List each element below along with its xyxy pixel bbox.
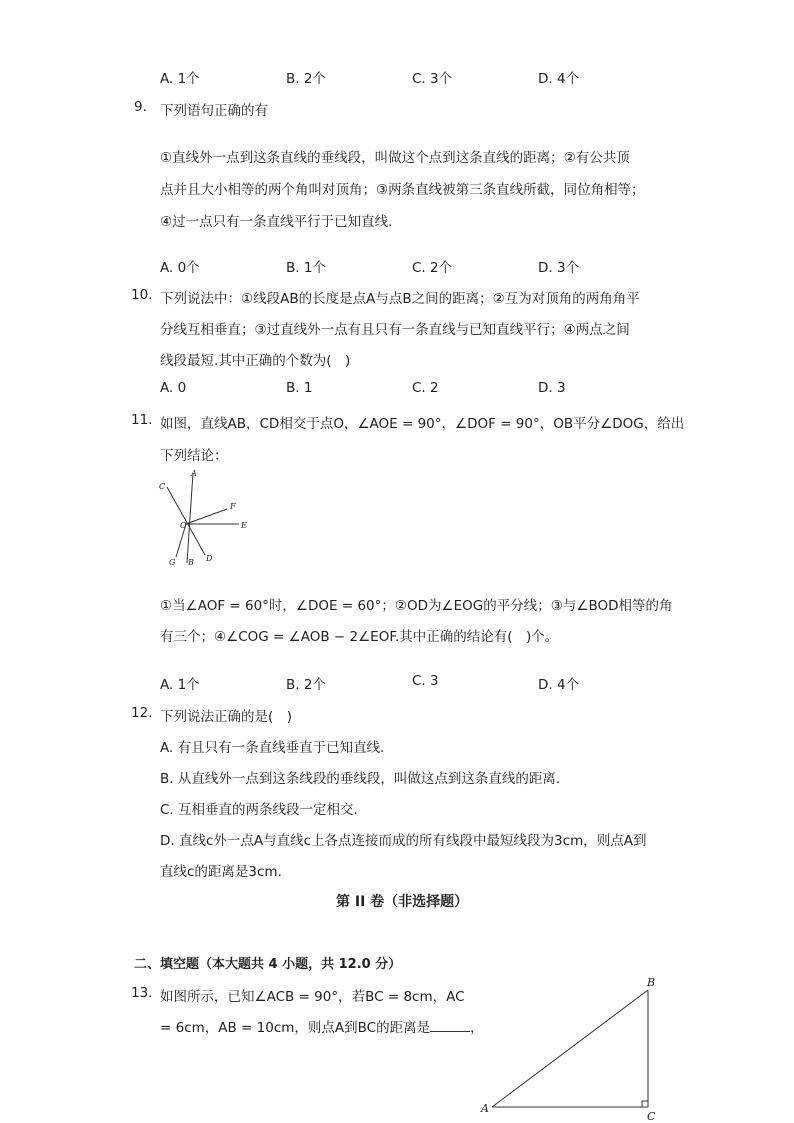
q9-option-d: D. 3个 xyxy=(538,260,580,276)
q10-option-a: A. 0 xyxy=(160,380,187,396)
label-c: C xyxy=(159,482,166,491)
q12-option-b: B. 从直线外一点到这条线段的垂线段，叫做这点到这条直线的距离． xyxy=(160,771,570,787)
q11-option-c: C. 3 xyxy=(412,673,439,689)
q9-number: 9. xyxy=(134,99,147,115)
q8-option-c: C. 3个 xyxy=(412,71,453,87)
line-ab xyxy=(187,473,193,563)
q9-option-a: A. 0个 xyxy=(160,260,200,276)
q10-line-1: 下列说法中：①线段AB的长度是点A与点B之间的距离；②互为对顶角的两角角平 xyxy=(160,291,640,307)
answer-blank[interactable] xyxy=(430,1019,470,1032)
part2-title: 第 II 卷（非选择题） xyxy=(336,894,469,910)
q12-option-d-cont: 直线c的距离是3cm． xyxy=(160,864,292,880)
q11-option-d: D. 4个 xyxy=(538,677,580,693)
q10-option-b: B. 1 xyxy=(286,380,313,396)
label-a: A xyxy=(481,1102,489,1115)
q10-line-3: 线段最短.其中正确的个数为( ) xyxy=(160,353,351,369)
side-ab xyxy=(492,990,648,1107)
label-b: B xyxy=(188,558,194,567)
q12-stem: 下列说法正确的是( ) xyxy=(160,709,293,725)
ray-of xyxy=(186,509,227,524)
q11-line-1: 如图，直线AB，CD相交于点O，∠AOE = 90°，∠DOF = 90°，OB平分∠DOG，给出 xyxy=(160,416,685,432)
q9-option-c: C. 2个 xyxy=(412,260,453,276)
q9-statement-line-3: ④过一点只有一条直线平行于已知直线． xyxy=(160,214,402,230)
q11-number: 11. xyxy=(131,412,153,428)
label-c: C xyxy=(647,1110,656,1122)
q13-line-2-text: = 6cm，AB = 10cm，则点A到BC的距离是 xyxy=(160,1020,431,1036)
q11-option-a: A. 1个 xyxy=(160,677,200,693)
q11-line-2: 下列结论： xyxy=(160,448,228,464)
label-a: A xyxy=(191,469,197,478)
label-b: B xyxy=(647,976,656,989)
q12-option-c: C. 互相垂直的两条线段一定相交． xyxy=(160,802,368,818)
q13-number: 13. xyxy=(131,985,153,1001)
q11-conclusion-line-1: ①当∠AOF = 60°时，∠DOE = 60°；②OD为∠EOG的平分线；③与∠BOD相等的角 xyxy=(160,598,673,614)
q10-line-2: 分线互相垂直；③过直线外一点有且只有一条直线与已知直线平行；④两点之间 xyxy=(160,322,630,338)
q10-option-c: C. 2 xyxy=(412,380,439,396)
label-d: D xyxy=(206,554,213,563)
q11-conclusion-line-2: 有三个；④∠COG = ∠AOB − 2∠EOF.其中正确的结论有( )个。 xyxy=(160,629,559,645)
q10-option-d: D. 3 xyxy=(538,380,566,396)
q8-option-b: B. 2个 xyxy=(286,71,326,87)
q9-statement-line-1: ①直线外一点到这条直线的垂线段，叫做这个点到这条直线的距离；②有公共顶 xyxy=(160,150,630,166)
q10-number: 10. xyxy=(131,287,153,303)
q13-line-2-tail: ， xyxy=(470,1020,484,1036)
q13-line-1: 如图所示，已知∠ACB = 90°，若BC = 8cm，AC xyxy=(160,989,465,1005)
q9-statement-line-2: 点并且大小相等的两个角叫对顶角；③两条直线被第三条直线所截，同位角相等； xyxy=(160,182,645,198)
label-g: G xyxy=(169,558,176,567)
q13-figure xyxy=(478,972,668,1122)
label-e: E xyxy=(241,521,247,530)
section2-title: 二、填空题（本大题共 4 小题，共 12.0 分） xyxy=(134,957,402,972)
q8-option-a: A. 1个 xyxy=(160,71,200,87)
right-angle-mark xyxy=(642,1101,648,1107)
q9-option-b: B. 1个 xyxy=(286,260,326,276)
q8-option-d: D. 4个 xyxy=(538,71,580,87)
q11-figure xyxy=(155,465,255,573)
q12-option-d: D. 直线c外一点A与直线c上各点连接而成的所有线段中最短线段为3cm，则点A到 xyxy=(160,833,647,849)
q9-stem: 下列语句正确的有 xyxy=(160,103,268,119)
q11-option-b: B. 2个 xyxy=(286,677,326,693)
label-f: F xyxy=(230,502,236,511)
label-o: O xyxy=(180,521,187,530)
q12-option-a: A. 有且只有一条直线垂直于已知直线． xyxy=(160,740,394,756)
q13-line-2 xyxy=(160,1016,484,1036)
q12-number: 12. xyxy=(131,705,153,721)
